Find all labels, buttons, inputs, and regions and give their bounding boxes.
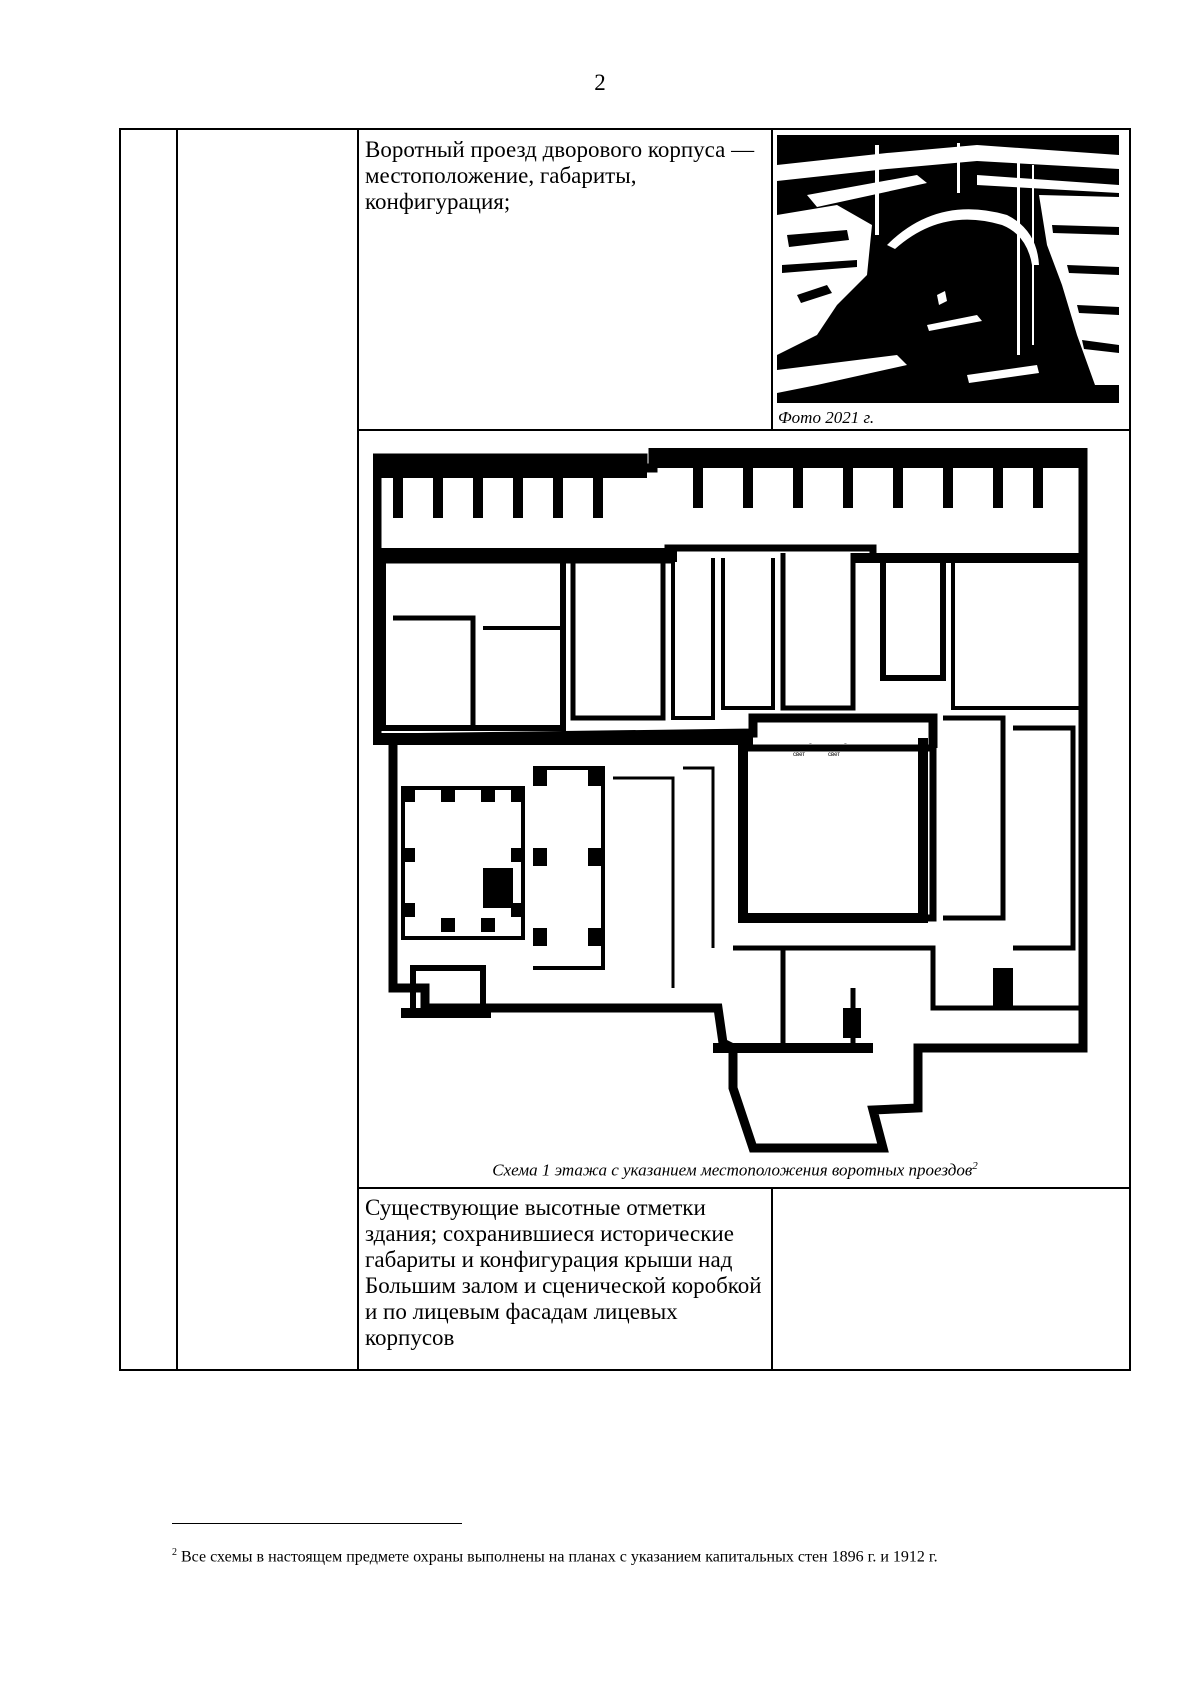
- column-divider-2: [357, 128, 359, 1371]
- table-top-border: [119, 128, 1131, 130]
- photo-caption: Фото 2021 г.: [778, 408, 875, 427]
- floor-plan-diagram: [373, 448, 1093, 1154]
- row-divider-2: [357, 1187, 1131, 1189]
- footnote-marker: 2: [172, 1547, 177, 1558]
- svg-text:свет: свет: [828, 752, 841, 758]
- table-bottom-border: [119, 1369, 1131, 1371]
- footnote-reference: 2: [972, 1160, 978, 1172]
- footnote: [172, 1541, 1122, 1568]
- plan-label-1: второй: [793, 744, 813, 750]
- gateway-photo: [777, 135, 1119, 403]
- table-left-border: [119, 128, 121, 1371]
- plan-caption-text: Схема 1 этажа с указанием местоположения воротных проездов: [492, 1160, 973, 1180]
- gateway-description: Воротный проезд дворового корпуса — местоположение, габариты, конфигурация;: [365, 137, 755, 214]
- column-divider-3-top: [771, 128, 773, 430]
- svg-text:свет: свет: [793, 752, 806, 758]
- page-number: 2: [594, 70, 606, 95]
- column-divider-3-bottom: [771, 1187, 773, 1370]
- row-divider-1: [357, 429, 1131, 431]
- footnote-separator: [172, 1523, 462, 1524]
- plan-label-2: второй: [828, 744, 848, 750]
- column-divider-1: [176, 128, 178, 1371]
- heights-description: Существующие высотные отметки здания; сохранившиеся исторические габариты и конфигурация крыши над Большим залом и сценической коробкой и по лицевым фасадам лицевых корпусов: [365, 1195, 762, 1350]
- table-right-border: [1129, 128, 1131, 1371]
- footnote-text: Все схемы в настоящем предмете охраны выполнены на планах с указанием капитальных стен 1896 г. и 1912 г.: [181, 1548, 938, 1566]
- plan-caption: [355, 1160, 1115, 1181]
